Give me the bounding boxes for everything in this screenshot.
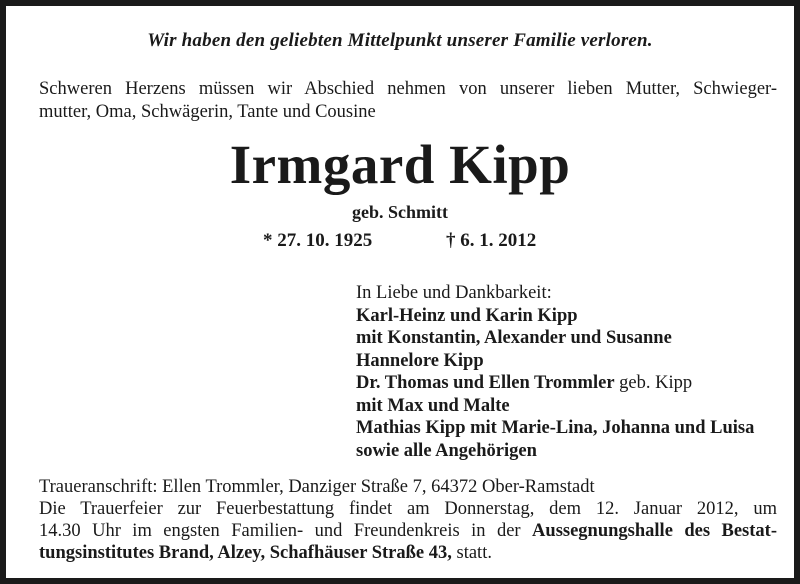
mourner-note: geb. Kipp [614, 373, 693, 393]
birth-name: geb. Schmitt [352, 202, 448, 222]
mourner-line: Karl-Heinz und Karin Kipp [356, 305, 578, 326]
ceremony-line-1: Die Trauerfeier zur Feuerbestattung findet am Donnerstag, dem 12. Januar 2012, um [39, 499, 777, 519]
mourner-line: mit Konstantin, Alexander und Susanne [356, 328, 672, 348]
mourner-line: mit Max und Malte [356, 395, 510, 416]
ceremony-venue-cont: tungsinstitutes Brand, Alzey, Schafhäuser Straße 43, [39, 543, 452, 563]
ceremony-line-2 [39, 520, 777, 542]
death-date: † 6. 1. 2012 [446, 230, 537, 251]
mourner-line: Hannelore Kipp [356, 350, 484, 371]
funeral-address: Traueranschrift: Ellen Trommler, Danziger Straße 7, 64372 Ober-Ramstadt [39, 477, 595, 497]
birth-date: * 27. 10. 1925 [263, 230, 373, 251]
lead-paragraph [39, 78, 777, 124]
lead-line-1: Schweren Herzens müssen wir Abschied nehmen von unserer lieben Mutter, Schwieger- [39, 79, 777, 99]
deceased-name: Irmgard Kipp [229, 134, 571, 195]
mourner-line: sowie alle Angehörigen [356, 440, 537, 461]
ceremony-venue: Aussegnungshalle des Bestat- [532, 521, 777, 541]
mourner-name: Dr. Thomas und Ellen Trommler [356, 373, 615, 393]
ceremony-text: 14.30 Uhr im engsten Familien- und Freundenkreis in der [39, 521, 533, 541]
ceremony-end: statt. [451, 543, 492, 563]
mourners-heading: In Liebe und Dankbarkeit: [356, 283, 552, 303]
lead-line-2: mutter, Oma, Schwägerin, Tante und Cousine [39, 102, 376, 122]
intro-line: Wir haben den geliebten Mittelpunkt unserer Familie verloren. [147, 30, 653, 51]
mourner-line: Mathias Kipp mit Marie-Lina, Johanna und Luisa [356, 418, 755, 438]
ceremony-line-3 [39, 542, 777, 564]
mourners-list [356, 282, 754, 462]
ceremony-details [39, 476, 777, 564]
mourner-line [356, 372, 754, 395]
